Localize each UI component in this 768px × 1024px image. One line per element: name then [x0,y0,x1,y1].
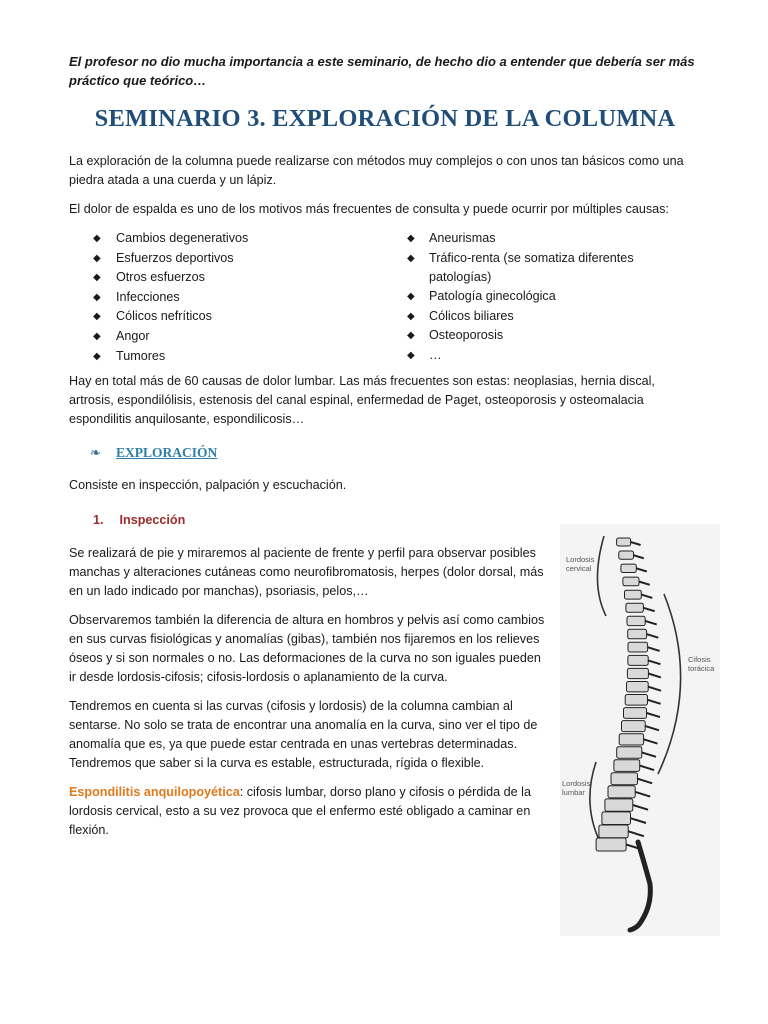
vertebra [619,551,634,559]
cause-right-item-label: Aneurismas [429,231,496,245]
cause-left-item-label: Cólicos nefríticos [116,309,212,324]
vertebra [611,773,638,785]
vertebra [621,564,636,572]
vertebra [624,708,647,719]
cause-right-item [406,326,666,345]
inspection-text [69,544,547,840]
vertebra [599,825,628,838]
cause-left-item [69,327,406,346]
cause-left-item-label: Otros esfuerzos [116,270,205,285]
vertebra [625,590,642,599]
vertebra [596,838,626,851]
highlight-rest: : cifosis lumbar, dorso plano y cifosis o pérdida de la lordosis cervical, esto a su vez provoca que el enfermo esté obligado a caminar en flexión. [69,785,531,838]
cause-left-item-label: Tumores [116,348,166,363]
paragraph-spondylitis [69,783,547,840]
cause-right-item [406,307,666,326]
vertebra [617,538,631,546]
label-lumbar-2: lumbar [562,788,585,797]
diamond-bullet-icon: ◆ [407,291,415,303]
cause-right-item [406,249,666,287]
causes-list [69,229,701,366]
cause-left-item-label: Infecciones [116,289,180,304]
cause-left-item-label: Cambios degenerativos [116,231,249,245]
diamond-bullet-icon: ◆ [407,310,415,322]
step-label: Inspección [119,513,186,528]
cause-right-item [406,346,666,365]
intro-note: El profesor no dio mucha importancia a este seminario, de hecho dio a entender que debería ser más práctico que teórico… [69,54,695,88]
cause-right-item [406,287,666,306]
paragraph-causes-intro: El dolor de espalda es uno de los motivos más frecuentes de consulta y puede ocurrir por múltiples causas: [69,202,669,216]
vertebra [617,747,642,759]
section-heading [90,443,701,462]
spine-illustration [560,524,720,936]
vertebra [608,786,635,798]
paragraph-lumbar-causes: Hay en total más de 60 causas de dolor lumbar. Las más frecuentes son estas: neoplasias, hernia discal, artrosis, espondilólisis, estenosis del canal espinal, enfermedad de Paget, osteoporosis y osteomalacia espondilitis anquilosante, espondilicosis… [69,374,655,427]
paragraph-methods: La exploración de la columna puede realizarse con métodos muy complejos o con unos tan básicos como una piedra atada a una cuerda y un lápiz. [69,154,684,187]
label-thoracic-2: torácica [688,664,715,673]
causes-list-left [69,229,406,366]
vertebra [628,642,648,652]
vertebra [627,682,649,692]
paragraph-curves: Observaremos también la diferencia de altura en hombros y pelvis así como cambios en sus curvas fisiológicas y anomalías (gibas), también nos fijaremos en los relieves óseos y si son normales o no. Las deformaciones de la curva no son iguales pueden ir desde lordosis-cifosis; cifosis-lordosis o aplanamiento de la curva. [69,613,545,685]
diamond-bullet-icon: ◆ [93,252,101,264]
cause-left-item [69,347,406,366]
cause-left-item [69,268,406,287]
vertebra [614,760,640,772]
cause-left-item-label: Esfuerzos deportivos [116,250,234,265]
step-number: 1. [93,513,104,528]
vertebra [627,616,645,625]
label-lumbar-1: Lordosis [562,779,591,788]
vertebra [628,629,647,639]
vertebra [622,721,646,732]
cause-left-item [69,229,406,248]
cause-left-item [69,288,406,307]
cause-left-item [69,249,406,268]
paragraph-inspection: Se realizará de pie y miraremos al paciente de frente y perfil para observar posibles manchas y alteraciones cutáneas como neurofibromatosis, herpes (dolor dorsal, más en un lado indicado por manchas), psoriasis, pelos,… [69,546,544,599]
cause-right-item-label: Osteoporosis [429,328,504,343]
label-cervical-1: Lordosis [566,555,595,564]
diamond-bullet-icon: ◆ [93,350,101,362]
causes-list-right [406,229,666,366]
diamond-bullet-icon: ◆ [407,349,415,361]
vertebra [605,799,633,811]
cause-right-item-label: … [429,347,442,362]
cause-right-item-label: Cólicos biliares [429,308,514,323]
diamond-bullet-icon: ◆ [93,291,101,303]
vertebra [626,603,644,612]
diamond-bullet-icon: ◆ [407,330,415,342]
diamond-bullet-icon: ◆ [93,311,101,323]
diamond-bullet-icon: ◆ [93,272,101,284]
diamond-bullet-icon: ◆ [407,252,415,264]
page-title: SEMINARIO 3. EXPLORACIÓN DE LA COLUMNA [94,105,676,132]
vertebra [623,577,639,586]
cause-right-item-label: Patología ginecológica [429,289,556,304]
cause-left-item [69,307,406,326]
cause-right-item-label: Tráfico-renta (se somatiza diferentes patologías) [429,250,634,284]
section-heading-label: EXPLORACIÓN [116,445,218,461]
vertebra [625,695,647,706]
highlight-term: Espondilitis anquilopoyética [69,785,240,800]
label-thoracic-1: Cifosis [688,655,711,664]
paragraph-seated: Tendremos en cuenta si las curvas (cifosis y lordosis) de la columna cambian al sentarse. No solo se trata de encontrar una anomalía en la curva, sino ver el tipo de anomalía que es, ya que puede estar centrada en unas vertebras determinadas. Tendremos que saber si la curva es estable, estructurada, rígida o flexible. [69,699,538,771]
vertebra [602,812,631,825]
paragraph-exploration: Consiste en inspección, palpación y escuchación. [69,478,347,493]
vertebra [627,668,648,678]
vertebra [628,655,648,665]
label-cervical-2: cervical [566,564,592,573]
diamond-bullet-icon: ◆ [93,330,101,342]
cause-right-item [406,229,666,248]
diamond-bullet-icon: ◆ [407,233,415,244]
vertebra [619,734,643,745]
flourish-icon: ❧ [90,445,101,461]
diamond-bullet-icon: ◆ [93,233,101,244]
cause-left-item-label: Angor [116,328,150,343]
